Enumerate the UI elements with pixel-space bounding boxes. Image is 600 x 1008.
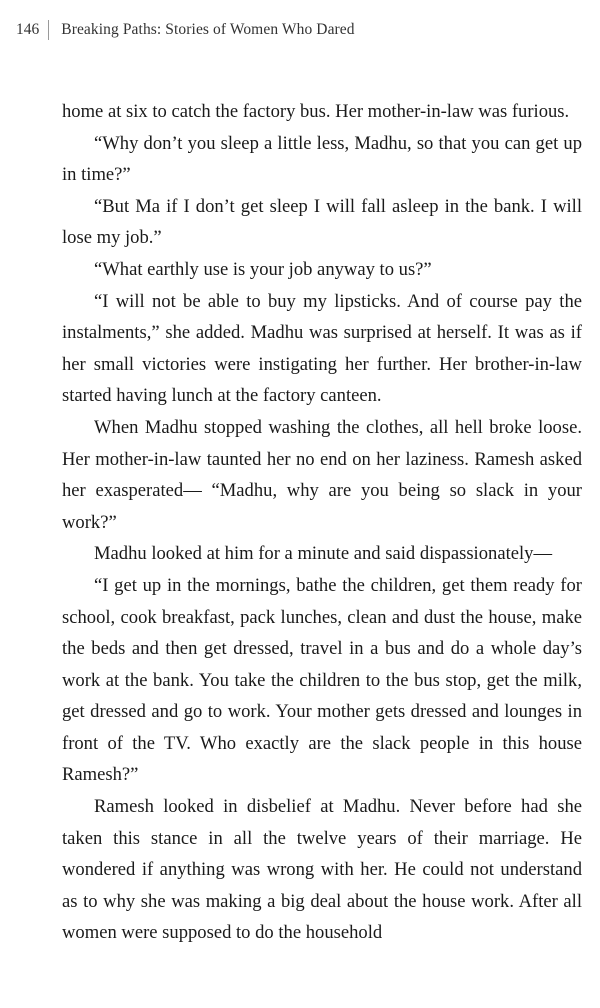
paragraph-6: When Madhu stopped washing the clothes, all hell broke loose. Her mother-in-law taunted her no end on her laziness. Ramesh asked her exasperated— “Madhu, why are you being so slack in your work?”: [62, 416, 582, 533]
paragraph-9: Ramesh looked in disbelief at Madhu. Never before had she taken this stance in all the twelve years of their marriage. He wondered if anything was wrong with her. He could not understand as to why she was making a big deal about the house work. After all women were supposed to do the household: [62, 796, 582, 944]
paragraph-4: “What earthly use is your job anyway to us?”: [94, 258, 432, 280]
paragraph-5: “I will not be able to buy my lipsticks. And of course pay the instalments,” she added. Madhu was surprised at herself. It was as if her small victories were instigating her further. Her brother-in-law started having lunch at the factory canteen.: [62, 290, 582, 407]
paragraph-3: “But Ma if I don’t get sleep I will fall asleep in the bank. I will lose my job.”: [62, 195, 582, 249]
paragraph-8: “I get up in the mornings, bathe the children, get them ready for school, cook breakfast, pack lunches, clean and dust the house, make the beds and then get dressed, travel in a bus and do a whole day’s work at the bank. You take the children to the bus stop, get the milk, get dressed and go to work. Your mother gets dressed and lounges in front of the TV. Who exactly are the slack people in this house Ramesh?”: [62, 574, 582, 786]
paragraph-2: “Why don’t you sleep a little less, Madhu, so that you can get up in time?”: [62, 132, 582, 186]
page-number: 146: [16, 21, 40, 38]
running-title: Breaking Paths: Stories of Women Who Dared: [61, 21, 355, 38]
header-divider: [48, 20, 49, 40]
paragraph-7: Madhu looked at him for a minute and said dispassionately—: [94, 543, 553, 565]
page-body: [62, 96, 582, 949]
paragraph-1: home at six to catch the factory bus. Her mother-in-law was furious.: [62, 101, 570, 122]
running-header: [16, 18, 584, 42]
